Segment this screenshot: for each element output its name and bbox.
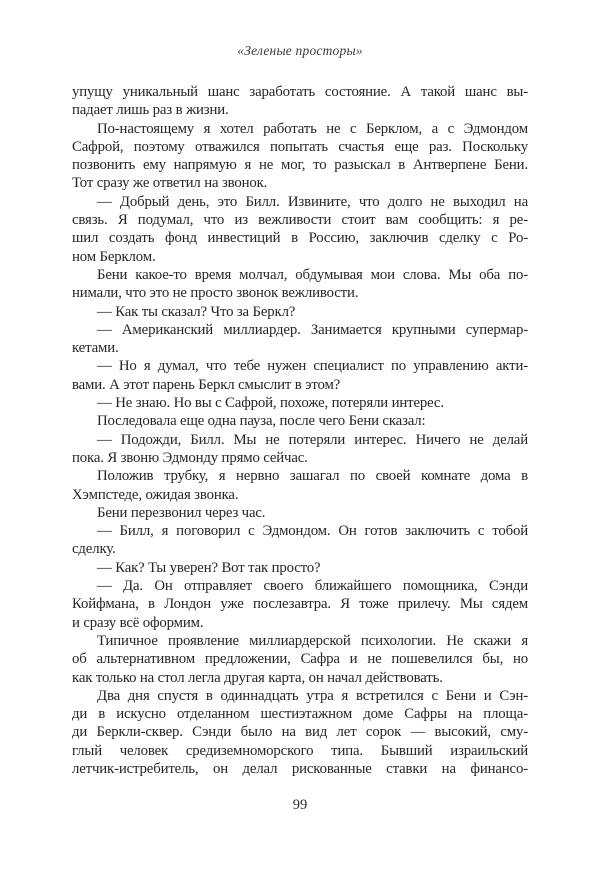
- text-line: об альтернативном предложении, Сафра и не пошевелился бы, но: [72, 651, 528, 668]
- page-number: 99: [292, 797, 308, 813]
- text-line: и сразу всё оформим.: [72, 614, 204, 631]
- text-line: связь. Я подумал, что из вежливости стоит вам сообщить: я ре-: [72, 212, 528, 229]
- text-line: падает лишь раз в жизни.: [72, 102, 229, 119]
- text-line: — Но я думал, что тебе нужен специалист по управлению акти-: [97, 358, 528, 375]
- text-line: Бени какое-то время молчал, обдумывая мои слова. Мы оба по-: [97, 266, 528, 283]
- text-line: Сафрой, поэтому отважился попытать счастья еще раз. Поскольку: [72, 138, 528, 155]
- text-line: Последовала еще одна пауза, после чего Бени сказал:: [97, 413, 426, 430]
- text-line: позвонить ему напрямую я не мог, то разыскал в Антверпене Бени.: [72, 157, 528, 174]
- text-line: Тот сразу же ответил на звонок.: [72, 175, 268, 192]
- text-line: Хэмпстеде, ожидая звонка.: [72, 486, 239, 503]
- text-line: ном Берклом.: [72, 248, 156, 265]
- text-line: Типичное проявление миллиардерской психологии. Не скажи я: [97, 632, 528, 649]
- text-line: — Добрый день, это Билл. Извините, что долго не выходил на: [97, 193, 528, 210]
- text-line: ди в искусно отделанном шестиэтажном доме Сафры на площа-: [72, 706, 528, 723]
- text-line: кетами.: [72, 340, 119, 357]
- text-line: — Не знаю. Но вы с Сафрой, похоже, потеряли интерес.: [97, 395, 444, 412]
- text-line: Койфмана, в Лондон уже послезавтра. Я тоже прилечу. Мы сядем: [72, 596, 528, 613]
- text-line: как только на стол легла другая карта, он начал действовать.: [72, 669, 443, 686]
- text-line: Два дня спустя в одиннадцать утра я встретился с Бени и Сэн-: [97, 687, 528, 704]
- text-line: вами. А этот парень Беркл смыслит в этом?: [72, 376, 341, 393]
- text-line: — Как? Ты уверен? Вот так просто?: [97, 559, 321, 576]
- text-line: пока. Я звоню Эдмонду прямо сейчас.: [72, 449, 308, 466]
- text-line: шил создать фонд инвестиций в Россию, заключив сделку с Ро-: [72, 230, 528, 247]
- text-line: нимали, что это не просто звонок вежливости.: [72, 285, 359, 302]
- text-line: — Подожди, Билл. Мы не потеряли интерес. Ничего не делай: [97, 431, 528, 448]
- text-line: По-настоящему я хотел работать не с Берклом, а с Эдмондом: [97, 120, 528, 137]
- body-text: [72, 83, 528, 778]
- text-line: летчик-истребитель, он делал рискованные ставки на финансо-: [72, 760, 528, 777]
- text-line: — Американский миллиардер. Занимается крупными супермар-: [97, 321, 528, 338]
- text-line: упущу уникальный шанс заработать состояние. А такой шанс вы-: [72, 84, 528, 100]
- text-line: — Билл, я поговорил с Эдмондом. Он готов заключить с тобой: [97, 523, 528, 540]
- text-line: Бени перезвонил через час.: [97, 504, 266, 521]
- text-line: сделку.: [72, 541, 116, 558]
- text-line: — Да. Он отправляет своего ближайшего помощника, Сэнди: [97, 578, 528, 595]
- text-line: глый человек средиземноморского типа. Бывший израильский: [72, 742, 528, 759]
- running-header: «Зеленые просторы»: [237, 43, 363, 58]
- text-line: ди Беркли-сквер. Сэнди было на вид лет сорок — высокий, сму-: [72, 724, 528, 741]
- text-line: — Как ты сказал? Что за Беркл?: [97, 303, 296, 320]
- text-line: Положив трубку, я нервно зашагал по своей комнате дома в: [97, 468, 528, 485]
